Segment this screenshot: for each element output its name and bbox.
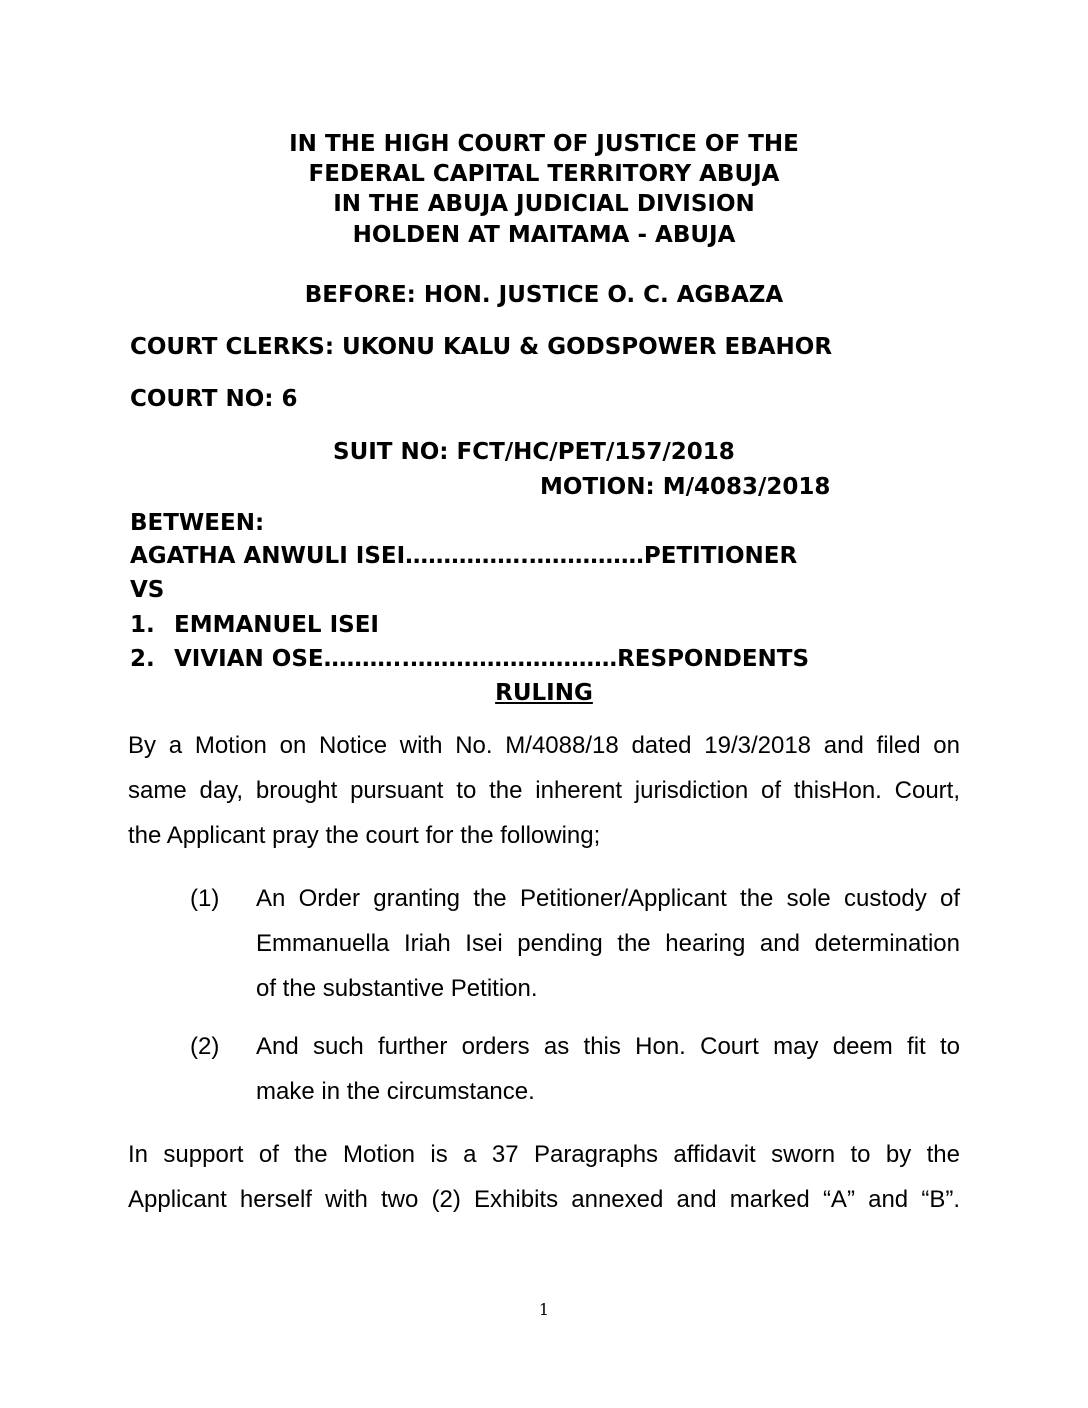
respondent-1-number: 1. (130, 612, 155, 638)
respondent-1-name: EMMANUEL ISEI (174, 612, 379, 638)
intro-line: the Applicant pray the court for the following; (128, 822, 601, 849)
item-2-text (256, 1024, 960, 1114)
ruling-title: RULING (495, 680, 593, 706)
court-clerks: COURT CLERKS: UKONU KALU & GODSPOWER EBAHOR (130, 334, 833, 360)
before-judge: BEFORE: HON. JUSTICE O. C. AGBAZA (304, 282, 784, 308)
court-heading-line-2: FEDERAL CAPITAL TERRITORY ABUJA (308, 161, 780, 187)
item-1-text (256, 876, 960, 1011)
item-line: Emmanuella Iriah Isei pending the hearing and determination (256, 930, 960, 957)
intro-line: By a Motion on Notice with No. M/4088/18 dated 19/3/2018 and filed on (128, 732, 960, 759)
between-label: BETWEEN: (130, 510, 265, 536)
item-line: And such further orders as this Hon. Court may deem fit to (256, 1033, 960, 1060)
motion-number: MOTION: M/4083/2018 (540, 474, 831, 500)
page-number: 1 (538, 1300, 550, 1319)
court-heading-line-1: IN THE HIGH COURT OF JUSTICE OF THE (289, 131, 799, 157)
versus-label: VS (130, 577, 165, 603)
support-line: Applicant herself with two (2) Exhibits annexed and marked “A” and “B”. (128, 1186, 960, 1213)
item-line: make in the circumstance. (256, 1078, 535, 1105)
item-2-number: (2) (190, 1033, 220, 1060)
court-heading-line-4: HOLDEN AT MAITAMA - ABUJA (352, 222, 736, 248)
item-line: An Order granting the Petitioner/Applicant the sole custody of (256, 885, 960, 912)
item-line: of the substantive Petition. (256, 975, 538, 1002)
suit-number: SUIT NO: FCT/HC/PET/157/2018 (333, 439, 735, 465)
support-paragraph (128, 1132, 960, 1222)
intro-paragraph (128, 723, 960, 858)
court-number: COURT NO: 6 (130, 386, 298, 412)
intro-line: same day, brought pursuant to the inherent jurisdiction of thisHon. Court, (128, 777, 960, 804)
respondent-2-line: VIVIAN OSE………..………………………RESPONDENTS (174, 646, 810, 672)
item-1-number: (1) (190, 885, 220, 912)
court-heading-line-3: IN THE ABUJA JUDICIAL DIVISION (333, 191, 755, 217)
petitioner-line: AGATHA ANWULI ISEI…………….……………PETITIONER (130, 543, 798, 569)
respondent-2-number: 2. (130, 646, 155, 672)
support-line: In support of the Motion is a 37 Paragraphs affidavit sworn to by the (128, 1141, 960, 1168)
